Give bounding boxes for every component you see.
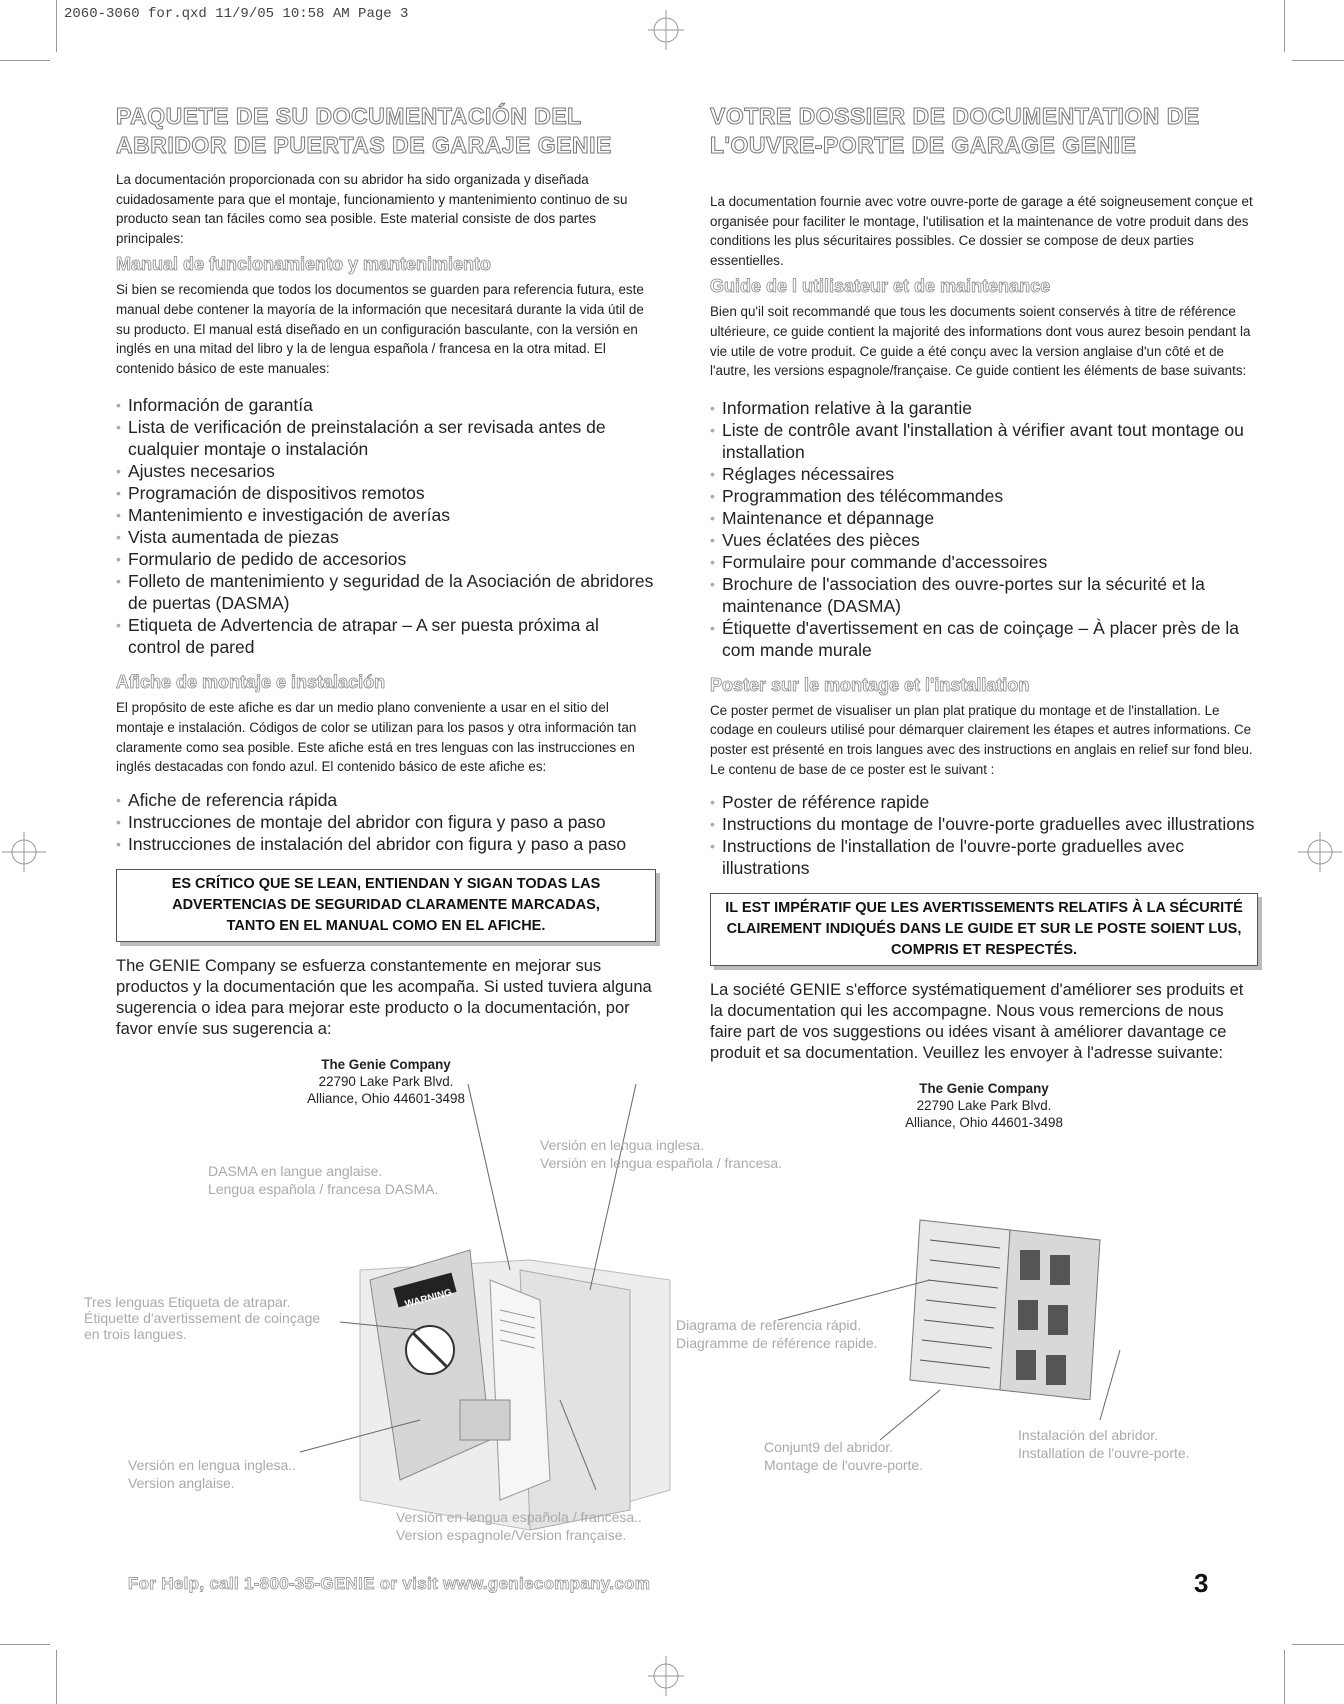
- caption-line: Tres lenguas Etiqueta de atrapar.: [84, 1294, 291, 1310]
- caption-version-left: [128, 1456, 296, 1492]
- list-item: • Formulaire pour commande d'accessoires: [710, 551, 1258, 573]
- caption-line: Versión en lengua inglesa.: [540, 1137, 705, 1153]
- list-item: • Lista de verificación de preinstalación a ser revisada antes de cualquier montaje o instalación: [116, 416, 656, 460]
- caption-line: Diagramme de référence rapide.: [676, 1335, 878, 1351]
- warning-line: COMPRIS ET RESPECTÉS.: [890, 942, 1078, 959]
- french-intro: La documentation fournie avec votre ouvre-porte de garage a été soigneusement conçue et organisée pour faciliter le montage, l'utilisation et la maintenance de votre produit dans des conditions les plus sécuritaires possibles. Ce dossier se compose de deux parties essentielles.: [710, 194, 1253, 268]
- list-item: • Brochure de l'association des ouvre-portes sur la sécurité et la maintenance (DASMA): [710, 573, 1258, 617]
- list-item: • Réglages nécessaires: [710, 463, 1258, 485]
- spanish-manual-heading: Manual de funcionamiento y mantenimiento: [116, 254, 492, 275]
- list-item: • Instructions de l'installation de l'ouvre-porte graduelles avec illustrations: [710, 835, 1258, 879]
- spanish-intro: La documentación proporcionada con su abridor ha sido organizada y diseñada cuidadosamente para que el montaje, funcionamiento y mantenimiento continuo de su producto sean tan fáciles como sea posible. Este material consiste de dos partes principales:: [116, 172, 628, 246]
- company-name: The Genie Company: [919, 1081, 1049, 1097]
- french-manual-text: Bien qu'il soit recommandé que tous les documents soient conservés à titre de référence ultérieure, ce guide contient la majorité des informations dont vous aurez besoin pendant la vie utile de votre produit. Ce guide a été conçu avec la version anglaise d'un côté et de l'autre, les versions espagnole/française. Ce guide contient les éléments de base suivants:: [710, 304, 1251, 379]
- spanish-title-line: PAQUETE DE SU DOCUMENTACIÓN DEL: [116, 103, 582, 129]
- caption-diagrama: [676, 1316, 878, 1352]
- french-poster-text: Ce poster permet de visualiser un plan plat pratique du montage et de l'installation. Le codage en couleurs utilisé pour démarquer clairement les étapes et autres informations. Ce poster est présenté en trois langues avec des instructions en anglais en relief sur fond bleu. Le contenu de base de ce poster est le suivant :: [710, 702, 1253, 777]
- warning-label-text: WARNING: [403, 1287, 454, 1311]
- help-footer: For Help, call 1-800-35-GENIE or visit www.geniecompany.com: [128, 1574, 651, 1593]
- list-item: • Étiquette d'avertissement en cas de coinçage – À placer près de la com mande murale: [710, 617, 1258, 661]
- city: Alliance, Ohio 44601-3498: [905, 1115, 1063, 1131]
- list-item: • Maintenance et dépannage: [710, 507, 1258, 529]
- warning-line: TANTO EN EL MANUAL COMO EN EL AFICHE.: [226, 917, 546, 934]
- french-poster-heading: Poster sur le montage et l'installation: [710, 674, 1030, 695]
- caption-line: Instalación del abridor.: [1018, 1427, 1159, 1443]
- french-title-line: VOTRE DOSSIER DE DOCUMENTATION DE: [710, 103, 1200, 129]
- caption-version-top: [540, 1136, 782, 1172]
- caption-version-bottom: [396, 1508, 642, 1544]
- spanish-poster-heading: Afiche de montaje e instalación: [116, 672, 386, 693]
- caption-line: en trois langues.: [84, 1326, 187, 1342]
- spanish-manual-text: Si bien se recomienda que todos los documentos se guarden para referencia futura, este manual debe contener la mayoría de la información que necesitará durante la vida útil de su producto. El manual está diseñado en un configuración basculante, con la versión en inglés en una mitad del libro y la de lengua española / francesa en la otra mitad. El contenido básico de este manuales:: [116, 282, 644, 376]
- list-item: • Liste de contrôle avant l'installation à vérifier avant tout montage ou installation: [710, 419, 1258, 463]
- street: 22790 Lake Park Blvd.: [916, 1098, 1052, 1114]
- french-closing: La société GENIE s'efforce systématiquement d'améliorer ses produits et la documentation qui les accompagne. Nous vous remercions de nous faire part de vos suggestions ou idées visant à améliorer davantage ce produit et sa documentation. Veuillez les envoyer à l'adresse suivante:: [710, 981, 1244, 1063]
- warning-line: IL EST IMPÉRATIF QUE LES AVERTISSEMENTS RELATIFS À LA SÉCURITÉ: [725, 900, 1243, 917]
- street: 22790 Lake Park Blvd.: [318, 1073, 454, 1089]
- list-item: • Afiche de referencia rápida: [116, 789, 656, 811]
- spanish-poster-text: El propósito de este afiche es dar un medio plano conveniente a usar en el sitio del montaje e instalación. Códigos de color se utilizan para los pasos y otra información tan claramente como sea posible. Este afiche está en tres lenguas con las instrucciones en inglés destacadas con fondo azul. El contenido básico de este afiche es:: [116, 700, 637, 775]
- list-item: • Vues éclatées des pièces: [710, 529, 1258, 551]
- list-item: • Formulario de pedido de accesorios: [116, 548, 656, 570]
- caption-tres-lenguas: [84, 1294, 320, 1342]
- list-item: • Mantenimiento e investigación de averías: [116, 504, 656, 526]
- caption-line: Conjunt9 del abridor.: [764, 1439, 894, 1455]
- caption-dasma: [208, 1162, 438, 1198]
- page-number: 3: [1194, 1568, 1209, 1598]
- caption-line: Version espagnole/Version française.: [396, 1527, 627, 1543]
- list-item: • Programmation des télécommandes: [710, 485, 1258, 507]
- caption-line: DASMA en langue anglaise.: [208, 1163, 383, 1179]
- list-item: • Ajustes necesarios: [116, 460, 656, 482]
- caption-conjunto: [764, 1438, 923, 1474]
- caption-line: Étiquette d'avertissement de coinçage: [84, 1310, 321, 1326]
- list-item: • Información de garantía: [116, 394, 656, 416]
- caption-line: Versión en lengua española / francesa..: [396, 1509, 642, 1525]
- company-name: The Genie Company: [321, 1056, 451, 1072]
- list-item: • Instrucciones de montaje del abridor con figura y paso a paso: [116, 811, 656, 833]
- list-item: • Programación de dispositivos remotos: [116, 482, 656, 504]
- list-item: • Etiqueta de Advertencia de atrapar – A ser puesta próxima al control de pared: [116, 614, 656, 658]
- warning-line: ES CRÍTICO QUE SE LEAN, ENTIENDAN Y SIGAN TODAS LAS: [171, 875, 601, 892]
- caption-line: Installation de l'ouvre-porte.: [1018, 1445, 1190, 1461]
- spanish-closing: The GENIE Company se esfuerza constantemente en mejorar sus productos y la documentación que les acompaña. Si usted tuviera alguna sugerencia o idea para mejorar este producto o la documentación, por favor envíe sus sugerencia a:: [116, 956, 652, 1038]
- list-item: • Vista aumentada de piezas: [116, 526, 656, 548]
- caption-line: Diagrama de referencia rápid.: [676, 1317, 862, 1333]
- list-item: • Folleto de mantenimiento y seguridad de la Asociación de abridores de puertas (DASMA): [116, 570, 656, 614]
- french-manual-heading: Guide de l utilisateur et de maintenance: [710, 276, 1051, 297]
- caption-line: Versión en lengua española / francesa.: [540, 1155, 783, 1171]
- city: Alliance, Ohio 44601-3498: [307, 1090, 465, 1106]
- list-item: • Instrucciones de instalación del abridor con figura y paso a paso: [116, 833, 656, 855]
- caption-line: Versión en lengua inglesa..: [128, 1457, 297, 1473]
- caption-line: Version anglaise.: [128, 1475, 235, 1491]
- warning-line: CLAIREMENT INDIQUÉS DANS LE GUIDE ET SUR LE POSTE SOIENT LUS,: [726, 921, 1242, 938]
- caption-line: Montage de l'ouvre-porte.: [764, 1457, 924, 1473]
- file-slug: 2060-3060 for.qxd 11/9/05 10:58 AM Page 3: [64, 6, 409, 22]
- caption-instalacion: [1018, 1426, 1190, 1462]
- list-item: • Information relative à la garantie: [710, 397, 1258, 419]
- caption-line: Lengua española / francesa DASMA.: [208, 1181, 439, 1197]
- spanish-title-line: ABRIDOR DE PUERTAS DE GARAJE GENIE: [116, 132, 612, 158]
- french-title-line: L'OUVRE-PORTE DE GARAGE GENIE: [710, 132, 1137, 158]
- warning-line: ADVERTENCIAS DE SEGURIDAD CLARAMENTE MARCADAS,: [172, 896, 600, 913]
- list-item: • Instructions du montage de l'ouvre-porte graduelles avec illustrations: [710, 813, 1258, 835]
- list-item: • Poster de référence rapide: [710, 791, 1258, 813]
